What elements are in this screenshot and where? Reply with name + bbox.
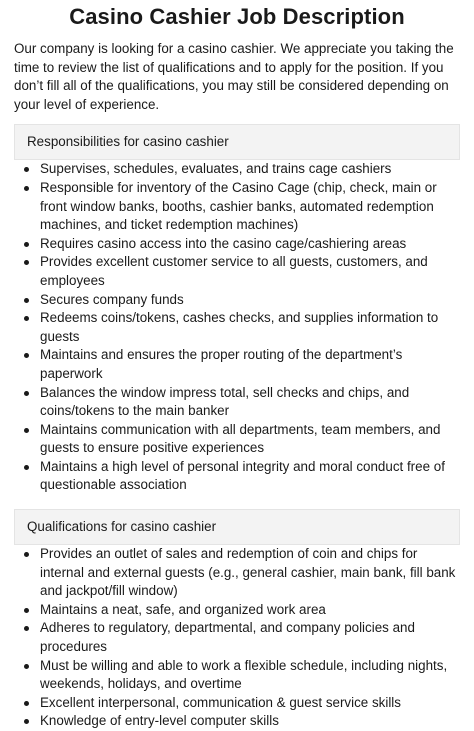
list-item: Must be willing and able to work a flexible schedule, including nights, weekends, holidays, and overtime	[40, 657, 460, 694]
list-item: Maintains and ensures the proper routing of the department’s paperwork	[40, 346, 460, 383]
list-item: Adheres to regulatory, departmental, and company policies and procedures	[40, 619, 460, 656]
list-item: Secures company funds	[40, 291, 460, 310]
list-item: Knowledge of entry-level computer skills	[40, 712, 460, 731]
intro-paragraph: Our company is looking for a casino cashier. We appreciate you taking the time to review the list of qualifications and to apply for the position. If you don’t fill all of the qualifications, you may still be considered depending on your level of experience.	[14, 41, 454, 112]
list-item: Supervises, schedules, evaluates, and trains cage cashiers	[40, 160, 460, 179]
list-item: Balances the window impress total, sell checks and chips, and coins/tokens to the main banker	[40, 384, 460, 421]
list-item: Responsible for inventory of the Casino Cage (chip, check, main or front window banks, booths, cashier banks, automated redemption machines, and ticket redemption machines)	[40, 179, 460, 235]
page-title: Casino Cashier Job Description	[69, 4, 405, 29]
list-item: Maintains a neat, safe, and organized work area	[40, 601, 460, 620]
qualifications-list	[14, 545, 460, 731]
responsibilities-list	[14, 160, 460, 495]
list-item: Redeems coins/tokens, cashes checks, and supplies information to guests	[40, 309, 460, 346]
responsibilities-header: Responsibilities for casino cashier	[14, 124, 460, 160]
list-item: Maintains a high level of personal integrity and moral conduct free of questionable association	[40, 458, 460, 495]
list-item: Provides excellent customer service to all guests, customers, and employees	[40, 253, 460, 290]
list-item: Maintains communication with all departments, team members, and guests to ensure positive experiences	[40, 421, 460, 458]
list-item: Excellent interpersonal, communication & guest service skills	[40, 694, 460, 713]
list-item: Requires casino access into the casino cage/cashiering areas	[40, 235, 460, 254]
list-item: Provides an outlet of sales and redemption of coin and chips for internal and external guests (e.g., general cashier, main bank, fill bank and jackpot/fill window)	[40, 545, 460, 601]
qualifications-header: Qualifications for casino cashier	[14, 509, 460, 545]
